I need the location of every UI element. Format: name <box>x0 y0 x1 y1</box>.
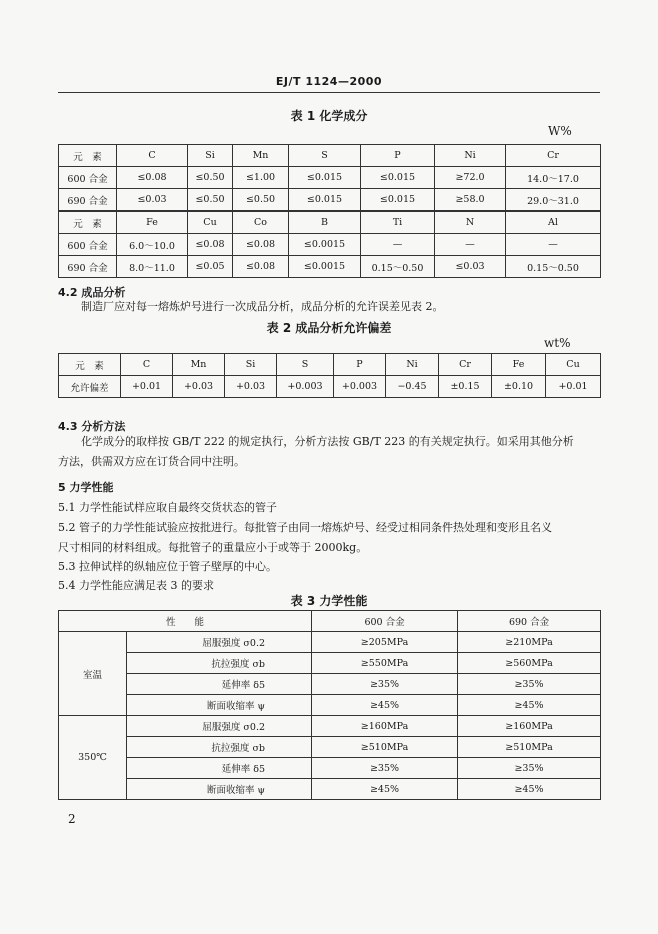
section-5-4: 5.4 力学性能应满足表 3 的要求 <box>58 579 214 592</box>
table-cell: 600 合金 <box>59 234 117 256</box>
table1-caption: 表 1 化学成分 <box>290 109 368 123</box>
table1-header-cell: Cu <box>188 211 233 234</box>
section-4-3-heading: 4.3 分析方法 <box>58 420 126 433</box>
table2-caption: 表 2 成品分析允许偏差 <box>266 321 392 335</box>
table2-header-cell: S <box>277 354 334 376</box>
table2-header-cell: 元 素 <box>59 354 121 376</box>
table2-header-cell: P <box>334 354 386 376</box>
table1-header-cell: 元 素 <box>59 145 117 167</box>
table-cell: ≤0.015 <box>361 167 435 189</box>
page-number: 2 <box>68 812 76 826</box>
table-row <box>59 256 601 278</box>
condition-cell: 350℃ <box>59 716 127 800</box>
table-cell: — <box>361 234 435 256</box>
section-4-2-heading: 4.2 成品分析 <box>58 286 126 299</box>
table-cell: +0.003 <box>334 376 386 398</box>
table3-header-cell: 性 能 <box>59 611 312 632</box>
table3-header-row <box>59 611 601 632</box>
table-cell: — <box>435 234 506 256</box>
property-cell: 断面收缩率 ψ <box>127 695 312 716</box>
chemical-composition-table <box>58 144 601 278</box>
table-cell: 8.0～11.0 <box>117 256 188 278</box>
table-row <box>59 737 601 758</box>
table-cell: ≥58.0 <box>435 189 506 212</box>
table-cell: ≥210MPa <box>458 632 601 653</box>
table2-header-row <box>59 354 601 376</box>
table-cell: — <box>506 234 601 256</box>
table-cell: ≥45% <box>312 779 458 800</box>
table-cell: ≤0.08 <box>233 234 289 256</box>
table-cell: ≥205MPa <box>312 632 458 653</box>
table-cell: +0.03 <box>225 376 277 398</box>
table-cell: ≤0.08 <box>117 167 188 189</box>
property-cell: 抗拉强度 σb <box>127 653 312 674</box>
table-cell: 690 合金 <box>59 256 117 278</box>
table-cell: 14.0～17.0 <box>506 167 601 189</box>
table-cell: ±0.10 <box>492 376 546 398</box>
table-cell: +0.01 <box>546 376 601 398</box>
table1-header-row-b <box>59 211 601 234</box>
table-row <box>59 716 601 737</box>
table-cell: 允许偏差 <box>59 376 121 398</box>
table-cell: 0.15～0.50 <box>361 256 435 278</box>
table1-header-cell: Co <box>233 211 289 234</box>
table1-header-cell: Cr <box>506 145 601 167</box>
table1-header-row-a <box>59 145 601 167</box>
section-5-2-line1: 5.2 管子的力学性能试验应按批进行。每批管子由同一熔炼炉号、经受过相同条件热处理和变形且名义 <box>58 521 552 534</box>
table-cell: 600 合金 <box>59 167 117 189</box>
table-cell: ≥45% <box>458 695 601 716</box>
table-cell: ≥35% <box>458 674 601 695</box>
section-5-1: 5.1 力学性能试样应取自最终交货状态的管子 <box>58 501 277 514</box>
table-row <box>59 758 601 779</box>
table-cell: ≤0.50 <box>188 189 233 212</box>
table2-header-cell: Si <box>225 354 277 376</box>
product-analysis-tolerance-table <box>58 353 601 398</box>
table-cell: ≥35% <box>458 758 601 779</box>
property-cell: 屈服强度 σ0.2 <box>127 716 312 737</box>
table-cell: ≤0.03 <box>117 189 188 212</box>
table-cell: ≤0.0015 <box>289 256 361 278</box>
table-row <box>59 234 601 256</box>
table-cell: ≤0.03 <box>435 256 506 278</box>
table1-header-cell: P <box>361 145 435 167</box>
table2-unit: wt% <box>544 336 571 350</box>
table-cell: ≤0.015 <box>289 189 361 212</box>
table-cell: −0.45 <box>386 376 439 398</box>
table-cell: ≤0.50 <box>233 189 289 212</box>
table-cell: ≤0.08 <box>188 234 233 256</box>
header-rule <box>58 92 600 93</box>
table-row <box>59 632 601 653</box>
section-4-3-line2: 方法，供需双方应在订货合同中注明。 <box>58 455 245 468</box>
table1-header-cell: N <box>435 211 506 234</box>
table1-header-cell: C <box>117 145 188 167</box>
table-cell: +0.03 <box>173 376 225 398</box>
section-5-2-line2: 尺寸相同的材料组成。每批管子的重量应小于或等于 2000kg。 <box>58 541 368 554</box>
table-cell: 0.15～0.50 <box>506 256 601 278</box>
table1-header-cell: Si <box>188 145 233 167</box>
condition-cell: 室温 <box>59 632 127 716</box>
table1-header-cell: Ti <box>361 211 435 234</box>
table2-header-cell: Cr <box>439 354 492 376</box>
table-cell: ≤0.05 <box>188 256 233 278</box>
table-cell: ≥510MPa <box>458 737 601 758</box>
table-cell: 690 合金 <box>59 189 117 212</box>
property-cell: 屈服强度 σ0.2 <box>127 632 312 653</box>
table-row <box>59 376 601 398</box>
table-cell: ≤1.00 <box>233 167 289 189</box>
table3-header-cell: 600 合金 <box>312 611 458 632</box>
table1-header-cell: Fe <box>117 211 188 234</box>
table-cell: ≥45% <box>458 779 601 800</box>
table-row <box>59 167 601 189</box>
table-cell: ≤0.08 <box>233 256 289 278</box>
section-4-3-line1: 化学成分的取样按 GB/T 222 的规定执行，分析方法按 GB/T 223 的有关规定执行。如采用其他分析 <box>81 435 574 448</box>
table-cell: ≥35% <box>312 674 458 695</box>
table3-caption: 表 3 力学性能 <box>290 594 368 608</box>
table-cell: ≥72.0 <box>435 167 506 189</box>
section-4-2-text: 制造厂应对每一熔炼炉号进行一次成品分析，成品分析的允许误差见表 2。 <box>81 300 444 313</box>
table-row <box>59 779 601 800</box>
table-cell: +0.01 <box>121 376 173 398</box>
property-cell: 抗拉强度 σb <box>127 737 312 758</box>
table2-header-cell: Ni <box>386 354 439 376</box>
table3-header-cell: 690 合金 <box>458 611 601 632</box>
table1-header-cell: Ni <box>435 145 506 167</box>
mechanical-properties-table <box>58 610 601 800</box>
table-cell: ≤0.015 <box>289 167 361 189</box>
table1-header-cell: Al <box>506 211 601 234</box>
property-cell: 延伸率 δ5 <box>127 758 312 779</box>
table1-header-cell: S <box>289 145 361 167</box>
table1-header-cell: B <box>289 211 361 234</box>
table2-header-cell: C <box>121 354 173 376</box>
table-row <box>59 189 601 212</box>
table-cell: ≥510MPa <box>312 737 458 758</box>
property-cell: 断面收缩率 ψ <box>127 779 312 800</box>
property-cell: 延伸率 δ5 <box>127 674 312 695</box>
table-cell: +0.003 <box>277 376 334 398</box>
section-5-3: 5.3 拉伸试样的纵轴应位于管子壁厚的中心。 <box>58 560 277 573</box>
table2-header-cell: Mn <box>173 354 225 376</box>
table-cell: ≤0.015 <box>361 189 435 212</box>
table-row <box>59 653 601 674</box>
table2-header-cell: Cu <box>546 354 601 376</box>
table-cell: ≥550MPa <box>312 653 458 674</box>
table-row <box>59 695 601 716</box>
table1-header-cell: 元 素 <box>59 211 117 234</box>
table-cell: ≥160MPa <box>312 716 458 737</box>
table-cell: ≥160MPa <box>458 716 601 737</box>
table2-header-cell: Fe <box>492 354 546 376</box>
table-cell: ±0.15 <box>439 376 492 398</box>
table1-header-cell: Mn <box>233 145 289 167</box>
table-cell: 29.0～31.0 <box>506 189 601 212</box>
table-row <box>59 674 601 695</box>
table-cell: ≤0.0015 <box>289 234 361 256</box>
table-cell: ≥45% <box>312 695 458 716</box>
section-5-heading: 5 力学性能 <box>58 481 114 494</box>
table-cell: ≥560MPa <box>458 653 601 674</box>
table-cell: 6.0～10.0 <box>117 234 188 256</box>
table-cell: ≥35% <box>312 758 458 779</box>
table-cell: ≤0.50 <box>188 167 233 189</box>
running-header: EJ/T 1124—2000 <box>275 75 383 88</box>
table1-unit: W% <box>548 124 572 138</box>
